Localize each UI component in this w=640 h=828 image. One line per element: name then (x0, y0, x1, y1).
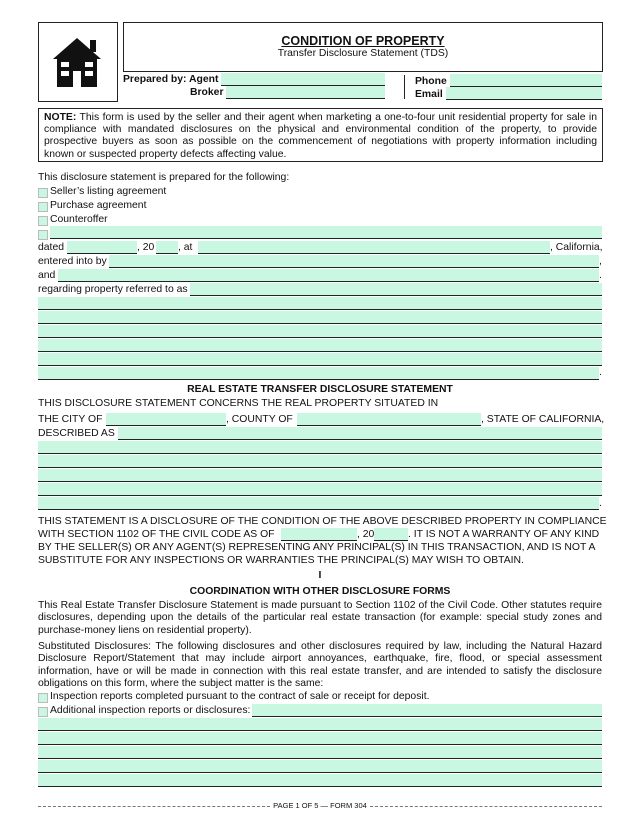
option-counteroffer: Counteroffer (50, 214, 108, 225)
section-heading: COORDINATION WITH OTHER DISCLOSURE FORMS (189, 586, 451, 597)
property-line-6[interactable] (38, 367, 599, 380)
additional-field[interactable] (252, 704, 602, 717)
section-numeral: I (318, 570, 322, 581)
described-field[interactable] (118, 427, 602, 440)
regarding-field[interactable] (190, 283, 602, 296)
checkbox-additional[interactable] (38, 707, 48, 717)
additional-line-3[interactable] (38, 746, 602, 759)
entered-comma: , (599, 256, 602, 267)
option-listing: Seller’s listing agreement (50, 186, 167, 197)
footer-rule-right (370, 806, 602, 807)
entered-into-field[interactable] (109, 255, 599, 268)
checkbox-purchase[interactable] (38, 202, 48, 212)
phone-label: Phone (415, 76, 447, 87)
form-subtitle: Transfer Disclosure Statement (TDS) (277, 48, 449, 59)
other-field[interactable] (50, 226, 602, 239)
year-field[interactable] (156, 241, 178, 254)
dated-field[interactable] (67, 241, 137, 254)
property-line-5[interactable] (38, 353, 602, 366)
footer-text: PAGE 1 OF 5 — FORM 304 (273, 801, 367, 810)
prepared-for-intro: This disclosure statement is prepared for the following: (38, 172, 290, 183)
compliance-line-2c: . IT IS NOT A WARRANTY OF ANY KIND (408, 529, 600, 540)
broker-field[interactable] (226, 86, 385, 99)
property-period: . (599, 367, 602, 378)
checkbox-inspection[interactable] (38, 693, 48, 703)
compliance-line-3: BY THE SELLER(S) OR ANY AGENT(S) REPRESENTING ANY PRINCIPAL(S) IN THIS TRANSACTION, AND IS NOT A (38, 542, 596, 553)
county-field[interactable] (297, 413, 481, 426)
county-label: , COUNTY OF (226, 414, 293, 425)
city-field[interactable] (106, 413, 226, 426)
house-icon (39, 23, 117, 101)
state-label: , STATE OF CALIFORNIA, (481, 414, 605, 425)
described-line-4[interactable] (38, 483, 602, 496)
additional-line-4[interactable] (38, 760, 602, 773)
entered-into-label: entered into by (38, 256, 107, 267)
header-divider (404, 75, 405, 99)
described-line-5[interactable] (38, 497, 599, 510)
regarding-label: regarding property referred to as (38, 284, 188, 295)
described-period: . (599, 498, 602, 509)
year-prefix: , 20 (137, 242, 155, 253)
property-line-1[interactable] (38, 297, 602, 310)
additional-line-5[interactable] (38, 774, 602, 787)
described-line-2[interactable] (38, 455, 602, 468)
and-field[interactable] (58, 269, 599, 282)
property-line-4[interactable] (38, 339, 602, 352)
note-box (38, 108, 603, 162)
note-label: NOTE: (44, 112, 77, 123)
agent-field[interactable] (221, 73, 385, 86)
email-field[interactable] (446, 87, 602, 100)
compliance-line-2b: , 20 (357, 529, 375, 540)
city-label: THE CITY OF (38, 414, 103, 425)
property-line-3[interactable] (38, 325, 602, 338)
option-inspection: Inspection reports completed pursuant to the contract of sale or receipt for deposit. (50, 691, 430, 702)
described-line-1[interactable] (38, 441, 602, 454)
phone-field[interactable] (450, 74, 602, 87)
logo-box (38, 22, 118, 102)
checkbox-listing[interactable] (38, 188, 48, 198)
email-label: Email (415, 89, 443, 100)
option-additional: Additional inspection reports or disclosures: (50, 705, 251, 716)
additional-line-1[interactable] (38, 718, 602, 731)
agent-label: Prepared by: Agent (123, 74, 219, 85)
described-line-3[interactable] (38, 469, 602, 482)
described-label: DESCRIBED AS (38, 428, 115, 439)
compliance-line-1: THIS STATEMENT IS A DISCLOSURE OF THE CONDITION OF THE ABOVE DESCRIBED PROPERTY IN COMPLIANCE (38, 516, 607, 527)
section-para-1: This Real Estate Transfer Disclosure Statement is made pursuant to Section 1102 of the Civil Code. Other statutes require disclosures, depending upon the details of the particular real estate transaction (for example: special study zones and purchase-money liens on residential property). (38, 600, 602, 636)
checkbox-other[interactable] (38, 230, 48, 240)
section-para-2: Substituted Disclosures: The following disclosures and other disclosures required by law, including the Natural Hazard Disclosure Report/Statement that may include airport annoyances, earthquake, fire, flood, or special assessment information, have or will be made in connection with this real estate transfer, and are intended to satisfy the disclosure obligations on this form, where the subject matter is the same: (38, 641, 602, 690)
compliance-line-4: SUBSTITUTE FOR ANY INSPECTIONS OR WARRANTIES THE PRINCIPAL(S) MAY WISH TO OBTAIN. (38, 555, 524, 566)
note-text: This form is used by the seller and their agent when marketing a one-to-four unit residential property for sale in compliance with mandated disclosures on the physical and environmental condition of the property, to provide prospective buyers as soon as possible on the commencement of negotiations with property information including known or suspected property defects affecting value. (44, 112, 597, 160)
tds-heading: REAL ESTATE TRANSFER DISCLOSURE STATEMENT (187, 384, 453, 395)
and-label: and (38, 270, 56, 281)
checkbox-counteroffer[interactable] (38, 216, 48, 226)
option-purchase: Purchase agreement (50, 200, 147, 211)
at-label: , at (178, 242, 193, 253)
as-of-year-field[interactable] (374, 528, 408, 541)
at-field[interactable] (198, 241, 550, 254)
dated-label: dated (38, 242, 65, 253)
form-title: CONDITION OF PROPERTY (281, 34, 445, 48)
as-of-date-field[interactable] (281, 528, 357, 541)
compliance-line-2a: WITH SECTION 1102 OF THE CIVIL CODE AS OF (38, 529, 275, 540)
broker-label: Broker (190, 87, 224, 98)
california-label: , California, (550, 242, 603, 253)
property-line-2[interactable] (38, 311, 602, 324)
and-period: . (599, 270, 602, 281)
additional-line-2[interactable] (38, 732, 602, 745)
concerns-text: THIS DISCLOSURE STATEMENT CONCERNS THE REAL PROPERTY SITUATED IN (38, 398, 439, 409)
